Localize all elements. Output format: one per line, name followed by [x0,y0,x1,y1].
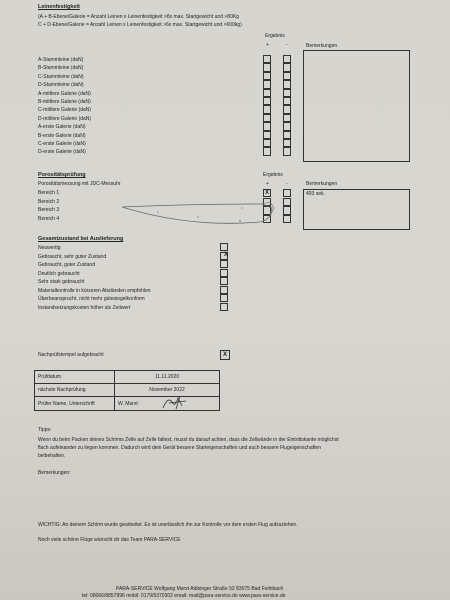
inspection-next-value: November 2022 [149,387,185,393]
porosity-subtitle: Porositätsmessung mit JDC-Messuhr [38,181,121,187]
line-fail-checkbox[interactable] [283,147,291,155]
stamp-mark: X [222,352,227,358]
line-fail-checkbox[interactable] [283,97,291,105]
porosity-fail-checkbox[interactable] [283,215,291,223]
line-pass-checkbox[interactable] [263,80,271,88]
inspection-inspector-label: Prüfer Name, Unterschrift [38,401,95,407]
list-item: B-Stammleine (daN) [38,65,84,72]
line-pass-checkbox[interactable] [263,114,271,122]
list-item: D-mittlere Galerie (daN) [38,115,92,122]
list-item: B-erste Galerie (daN) [38,132,86,139]
condition-selected-mark: X [223,252,228,258]
line-fail-checkbox[interactable] [283,105,291,113]
lines-plus: + [266,42,269,48]
remarks-label: Bemerkungen: [38,470,71,476]
porosity-remarks-header: Bemerkungen [306,181,338,187]
lines-rule-ab: (A + B-Ebene/Galerie = Anzahl Leinen x Leinenfestigkeit >8x max. Startgewicht und >80Kg [38,14,239,20]
inspection-next-label: nächste Nachprüfung [38,387,86,393]
tips-line-2: flach aufeinander zu liegen kommen. Dadurch wird dein Gerät bessere Starteigenschaften und auch bessere Flugeigenschaften [38,445,321,451]
lines-remarks-header: Bemerkungen [306,43,338,49]
footer-contact: tel: 08066/8857996 mobil: 0179/5370302 email: mail@para-service.de www.para-service.de [82,593,286,599]
list-item: Gebraucht, sehr guter Zustand [38,253,107,260]
condition-checkbox[interactable] [220,269,228,277]
lines-remarks-box [303,50,410,162]
line-pass-checkbox[interactable] [263,122,271,130]
list-item: Bereich 3 [38,207,60,214]
porosity-fail-checkbox[interactable] [283,198,291,206]
stamp-label: Nachprüfstempel aufgebracht [38,352,104,358]
lines-title: Leinenfestigkeit [38,4,80,10]
list-item: Bereich 1 [38,190,60,196]
lines-minus: - [286,42,288,48]
list-item: Bereich 4 [38,215,60,222]
inspector-signature [160,392,190,412]
list-item: D-Stammleine (daN) [38,82,84,89]
list-item: C-erste Galerie (daN) [38,141,86,147]
line-pass-checkbox[interactable] [263,63,271,71]
list-item: A-erste Galerie (daN) [38,124,86,131]
line-fail-checkbox[interactable] [283,89,291,97]
line-pass-checkbox[interactable] [263,139,271,147]
wing-profile-illustration [120,190,278,245]
list-item: C-Stammleine (daN) [38,73,84,80]
line-fail-checkbox[interactable] [283,72,291,80]
line-pass-checkbox[interactable] [263,131,271,139]
list-item: Bereich 2 [38,198,60,205]
condition-checkbox[interactable] [220,277,228,285]
list-item: A-mittlere Galerie (daN) [38,90,91,97]
list-item: Sehr stark gebraucht [38,279,85,285]
porosity-plus: + [266,181,269,187]
footer-address: PARA-SERVICE Wolfgang Marxt Aibbinger Straße 52 83075 Bad Feilnbach [116,586,284,592]
line-fail-checkbox[interactable] [283,55,291,63]
line-fail-checkbox[interactable] [283,80,291,88]
porosity-fail-checkbox[interactable] [283,189,291,197]
list-item: C-mittlere Galerie (daN) [38,107,92,114]
porosity-fail-checkbox[interactable] [283,206,291,214]
list-item: Materialkontrolle in kürzeren Abständen empfohlen [38,287,151,294]
condition-title: Gesamtzustand bei Auslieferung [38,236,124,242]
line-pass-checkbox[interactable] [263,89,271,97]
lines-result-header: Ergebnis [265,33,285,39]
line-pass-checkbox[interactable] [263,72,271,80]
line-pass-checkbox[interactable] [263,97,271,105]
line-fail-checkbox[interactable] [283,131,291,139]
list-item: A-Stammleine (daN) [38,57,84,63]
list-item: Gebraucht, guter Zustand [38,262,95,268]
inspection-date-label: Prüfdatum [38,374,62,380]
inspection-rule-2 [34,396,220,397]
line-fail-checkbox[interactable] [283,63,291,71]
porosity-minus: - [286,181,288,187]
list-item: Instandsetzungskosten höher als Zeitwert [38,304,131,311]
inspection-date-value: 11.11.2020 [154,374,180,380]
warning-text: WICHTIG: An deinem Schirm wurde gearbeitet. Es ist unerlässlich ihn zur Kontrolle vor dem ersten Flug aufzuziehen. [38,522,298,528]
list-item: D-erste Galerie (daN) [38,149,86,156]
condition-checkbox[interactable] [220,294,228,302]
line-fail-checkbox[interactable] [283,114,291,122]
porosity-remark-value: 493 sek. [306,191,325,197]
tips-line-3: beibehalten. [38,453,66,459]
porosity-result-header: Ergebnis [263,172,283,178]
condition-checkbox[interactable] [220,260,228,268]
line-pass-checkbox[interactable] [263,105,271,113]
line-fail-checkbox[interactable] [283,122,291,130]
lines-rule-cd: C + D-Ebene/Galerie = Anzahl Leinen x Leinenfestigkeit >6x max. Startgewicht und >600kg) [38,22,242,28]
farewell-text: Noch viele schöne Flüge wünscht dir das Team PARA-SERVICE [38,537,181,543]
line-pass-checkbox[interactable] [263,55,271,63]
tips-title: Tipps: [38,427,52,433]
porosity-title: Porositätsprüfung [38,172,86,178]
list-item: B-mittlere Galerie (daN) [38,99,91,105]
porosity-pass-mark: X [264,190,269,196]
tips-line-1: Wenn du beim Packen deines Schirms Zelle auf Zelle faltest, musst du darauf achten, dass die Zellwände in der Eintrittskante möglichst [38,437,339,443]
line-pass-checkbox[interactable] [263,147,271,155]
inspection-inspector-value: W. Marxt [118,401,138,407]
list-item: Überbeansprucht, nicht mehr gütesiegelkonform [38,296,145,302]
condition-checkbox[interactable] [220,303,228,311]
list-item: Deutlich gebraucht [38,270,80,277]
list-item: Neuwertig [38,245,61,251]
line-fail-checkbox[interactable] [283,139,291,147]
condition-checkbox[interactable] [220,286,228,294]
inspection-rule-1 [34,383,220,384]
